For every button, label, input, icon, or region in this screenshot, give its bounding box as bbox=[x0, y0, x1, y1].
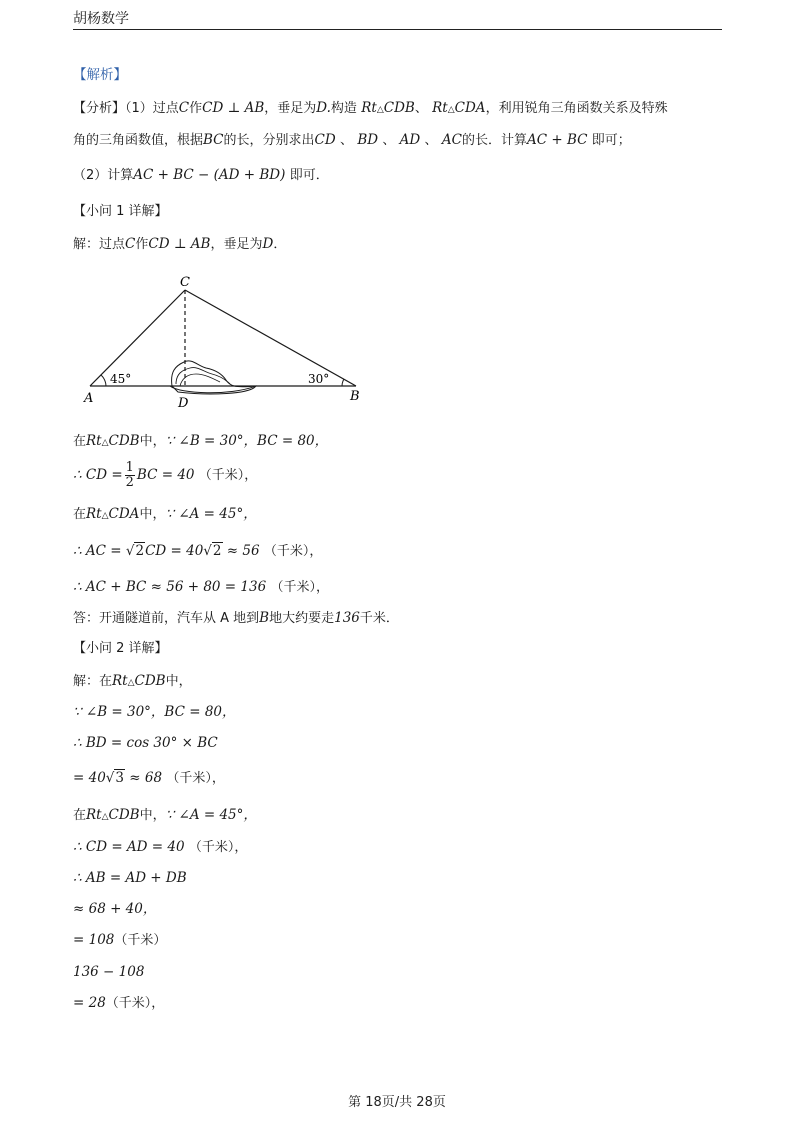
text: 即可． bbox=[289, 168, 329, 183]
math: CD ⊥ AB bbox=[148, 236, 211, 252]
text: 解：过点 bbox=[73, 237, 126, 252]
q1-step-1 bbox=[73, 432, 328, 452]
triangle-symbol: △ bbox=[101, 511, 109, 521]
sqrt: √2 bbox=[203, 543, 222, 559]
math: 136 bbox=[334, 610, 360, 626]
text: （千米）， bbox=[188, 840, 248, 855]
text: （1）过点 bbox=[125, 101, 179, 116]
radicand: 2 bbox=[212, 543, 222, 559]
q1-intro bbox=[73, 235, 286, 254]
math: ∴ AC + BC ≈ 56 + 80 = 136 bbox=[73, 579, 267, 595]
math: BC = 40 bbox=[136, 467, 195, 483]
text: 的长，分别求出 bbox=[223, 133, 315, 148]
triangle-symbol: △ bbox=[447, 105, 455, 115]
q1-step-2 bbox=[73, 461, 257, 490]
triangle-figure bbox=[80, 270, 380, 415]
text: （千米）， bbox=[198, 468, 258, 483]
triangle-symbol: △ bbox=[376, 105, 384, 115]
q2-step-7 bbox=[73, 869, 187, 887]
math: CDB bbox=[108, 807, 140, 823]
text: ，利用锐角三角函数关系及特殊 bbox=[485, 101, 668, 116]
q1-step-3 bbox=[73, 505, 257, 525]
fraction-denominator: 2 bbox=[125, 475, 134, 490]
triangle-symbol: △ bbox=[127, 678, 135, 688]
q2-step-2 bbox=[73, 703, 236, 721]
math: C bbox=[125, 236, 136, 252]
text: 中， bbox=[139, 808, 166, 823]
text: 角的三角函数值，根据 bbox=[73, 133, 204, 148]
radicand: 3 bbox=[115, 770, 124, 786]
text: （千米）， bbox=[270, 580, 329, 595]
fraction bbox=[125, 461, 135, 490]
math: ∵ ∠A = 45°， bbox=[165, 506, 257, 522]
q2-step-6 bbox=[73, 838, 247, 857]
section-title: 【解析】 bbox=[73, 67, 127, 83]
text: 作 bbox=[135, 237, 149, 252]
q2-step-11 bbox=[73, 994, 164, 1013]
math: = 108 bbox=[73, 932, 115, 948]
math: CDB bbox=[108, 433, 140, 449]
math: ≈ 56 bbox=[226, 543, 260, 559]
sqrt: √3 bbox=[105, 770, 124, 786]
text: ． bbox=[273, 237, 287, 252]
q1-step-5 bbox=[73, 578, 329, 597]
math: Rt bbox=[86, 807, 102, 823]
math: CD ⊥ AB bbox=[202, 100, 265, 116]
text: 即可； bbox=[591, 133, 631, 148]
math: ≈ 68 bbox=[129, 770, 163, 786]
text: （千米）， bbox=[105, 996, 165, 1011]
math: Rt bbox=[112, 673, 128, 689]
math: ∴ AC = bbox=[73, 543, 122, 559]
q2-step-1 bbox=[73, 672, 192, 692]
math: CD = 40 bbox=[145, 543, 204, 559]
text: （千米） bbox=[114, 933, 167, 948]
triangle-symbol: △ bbox=[101, 438, 109, 448]
radicand: 2 bbox=[135, 543, 145, 559]
text: 答：开通隧道前，汽车从 A 地到 bbox=[73, 611, 260, 626]
analysis-line-3 bbox=[73, 166, 329, 185]
page-footer: 第 18页/共 28页 bbox=[348, 1095, 446, 1110]
text: 解：在 bbox=[73, 674, 113, 689]
math: B bbox=[259, 610, 270, 626]
segment-cb bbox=[185, 290, 356, 386]
text: 、 bbox=[414, 101, 428, 116]
analysis-line-2 bbox=[73, 131, 631, 150]
math: D. bbox=[316, 100, 331, 116]
math: CDB bbox=[134, 673, 166, 689]
text: 、 bbox=[424, 133, 438, 148]
math: C bbox=[178, 100, 190, 116]
header-title: 胡杨数学 bbox=[73, 11, 129, 27]
text: （2）计算 bbox=[73, 168, 134, 183]
math: ∴ AB = AD + DB bbox=[73, 870, 187, 886]
q2-step-5 bbox=[73, 806, 257, 826]
math: ∵ ∠B = 30°，BC = 80， bbox=[165, 433, 329, 449]
text: 、 bbox=[382, 133, 396, 148]
header-rule bbox=[73, 29, 722, 30]
angle-label-b: 30° bbox=[308, 372, 330, 386]
math: = 40 bbox=[73, 770, 106, 786]
q2-title: 【小问 2 详解】 bbox=[73, 641, 168, 656]
angle-arc-b bbox=[342, 379, 344, 386]
analysis-line-1 bbox=[73, 99, 668, 119]
text: 中， bbox=[139, 507, 166, 522]
text: 作 bbox=[189, 101, 203, 116]
math: CDA bbox=[108, 506, 140, 522]
q2-step-4 bbox=[73, 769, 225, 788]
angle-arc-a bbox=[101, 375, 106, 386]
text: 、 bbox=[340, 133, 354, 148]
text: ，垂足为 bbox=[210, 237, 263, 252]
analysis-label: 【分析】 bbox=[73, 101, 126, 116]
math: CDB bbox=[383, 100, 415, 116]
math: Rt bbox=[361, 100, 377, 116]
math: ∴ CD = bbox=[73, 467, 123, 483]
text: （千米）， bbox=[263, 544, 323, 559]
triangle-symbol: △ bbox=[101, 812, 109, 822]
text: 中， bbox=[165, 674, 192, 689]
text: （千米）， bbox=[166, 771, 225, 786]
angle-label-a: 45° bbox=[110, 372, 132, 386]
math: CDA bbox=[454, 100, 486, 116]
text: 构造 bbox=[330, 101, 357, 116]
math: ∵ ∠A = 45°， bbox=[165, 807, 257, 823]
math: AC bbox=[441, 132, 462, 148]
math: D bbox=[262, 236, 274, 252]
fraction-numerator: 1 bbox=[125, 460, 134, 475]
math: Rt bbox=[86, 506, 102, 522]
math: ∴ BD = cos 30° × BC bbox=[73, 735, 218, 751]
text: ，垂足为 bbox=[264, 101, 317, 116]
mountain-contour bbox=[180, 374, 220, 386]
math: AC + BC bbox=[526, 132, 588, 148]
text: 在 bbox=[73, 434, 87, 449]
text: 在 bbox=[73, 507, 87, 522]
math: ∴ CD = AD = 40 bbox=[73, 839, 185, 855]
math: BC bbox=[203, 132, 224, 148]
mountain-outline bbox=[172, 361, 256, 394]
q2-step-10 bbox=[73, 963, 144, 981]
text: 在 bbox=[73, 808, 87, 823]
math: AC + BC − (AD + BD) bbox=[133, 167, 286, 183]
q1-title: 【小问 1 详解】 bbox=[73, 204, 168, 219]
math: ≈ 68 + 40， bbox=[73, 901, 157, 917]
segment-ac bbox=[90, 290, 185, 386]
math: AD bbox=[399, 132, 421, 148]
math: 136 − 108 bbox=[73, 964, 145, 980]
math: = 28 bbox=[73, 995, 106, 1011]
q2-step-9 bbox=[73, 931, 166, 950]
point-label-a: A bbox=[84, 391, 94, 406]
text: 的长．计算 bbox=[461, 133, 527, 148]
text: 千米． bbox=[359, 611, 399, 626]
q2-step-3 bbox=[73, 734, 218, 752]
point-label-d: D bbox=[178, 396, 189, 411]
q2-step-8 bbox=[73, 900, 156, 918]
math: BD bbox=[357, 132, 379, 148]
math: Rt bbox=[86, 433, 102, 449]
text: 中， bbox=[139, 434, 166, 449]
text: 地大约要走 bbox=[269, 611, 335, 626]
sqrt: √2 bbox=[125, 543, 145, 559]
math: ∵ ∠B = 30°，BC = 80， bbox=[73, 704, 236, 720]
point-label-c: C bbox=[180, 275, 190, 290]
q1-step-4 bbox=[73, 542, 322, 561]
point-label-b: B bbox=[350, 389, 360, 404]
q1-answer bbox=[73, 609, 399, 628]
math: CD bbox=[314, 132, 336, 148]
math: Rt bbox=[432, 100, 448, 116]
